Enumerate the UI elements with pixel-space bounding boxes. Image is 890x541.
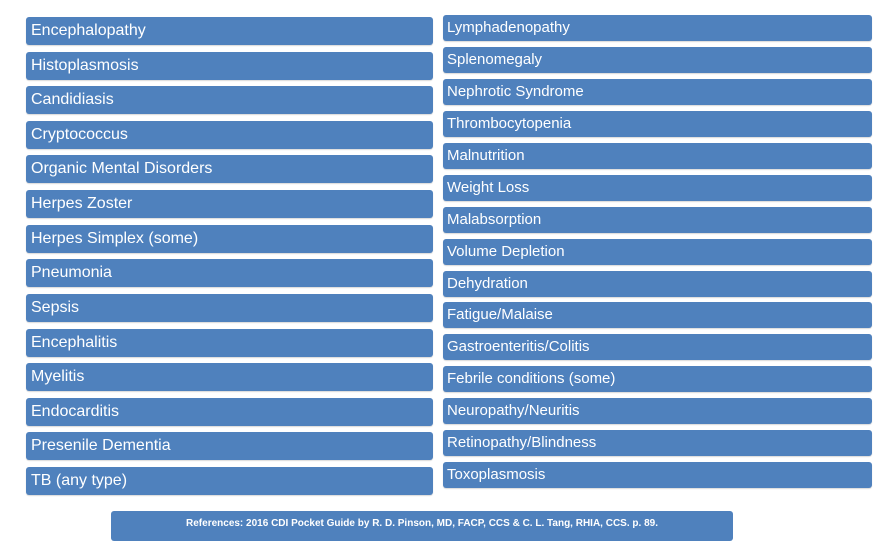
condition-item: Nephrotic Syndrome [443, 79, 872, 105]
condition-item: Malnutrition [443, 143, 872, 169]
condition-item: Histoplasmosis [26, 52, 433, 80]
condition-item: Splenomegaly [443, 47, 872, 73]
condition-item: Sepsis [26, 294, 433, 322]
condition-item: Herpes Simplex (some) [26, 225, 433, 253]
condition-item: Thrombocytopenia [443, 111, 872, 137]
condition-item: Volume Depletion [443, 239, 872, 265]
condition-item: Herpes Zoster [26, 190, 433, 218]
condition-item: Gastroenteritis/Colitis [443, 334, 872, 360]
condition-item: Candidiasis [26, 86, 433, 114]
condition-item: Dehydration [443, 271, 872, 297]
condition-item: Retinopathy/Blindness [443, 430, 872, 456]
condition-item: Pneumonia [26, 259, 433, 287]
condition-item: Encephalitis [26, 329, 433, 357]
condition-item: Endocarditis [26, 398, 433, 426]
condition-item: Febrile conditions (some) [443, 366, 872, 392]
condition-item: Cryptococcus [26, 121, 433, 149]
condition-item: TB (any type) [26, 467, 433, 495]
condition-item: Lymphadenopathy [443, 15, 872, 41]
condition-item: Malabsorption [443, 207, 872, 233]
condition-item: Presenile Dementia [26, 432, 433, 460]
condition-item: Encephalopathy [26, 17, 433, 45]
condition-item: Fatigue/Malaise [443, 302, 872, 328]
condition-item: Organic Mental Disorders [26, 155, 433, 183]
condition-item: Weight Loss [443, 175, 872, 201]
condition-item: Toxoplasmosis [443, 462, 872, 488]
condition-item: Neuropathy/Neuritis [443, 398, 872, 424]
reference-footer: References: 2016 CDI Pocket Guide by R. D. Pinson, MD, FACP, CCS & C. L. Tang, RHIA, CCS. p. 89. [111, 511, 733, 541]
condition-item: Myelitis [26, 363, 433, 391]
